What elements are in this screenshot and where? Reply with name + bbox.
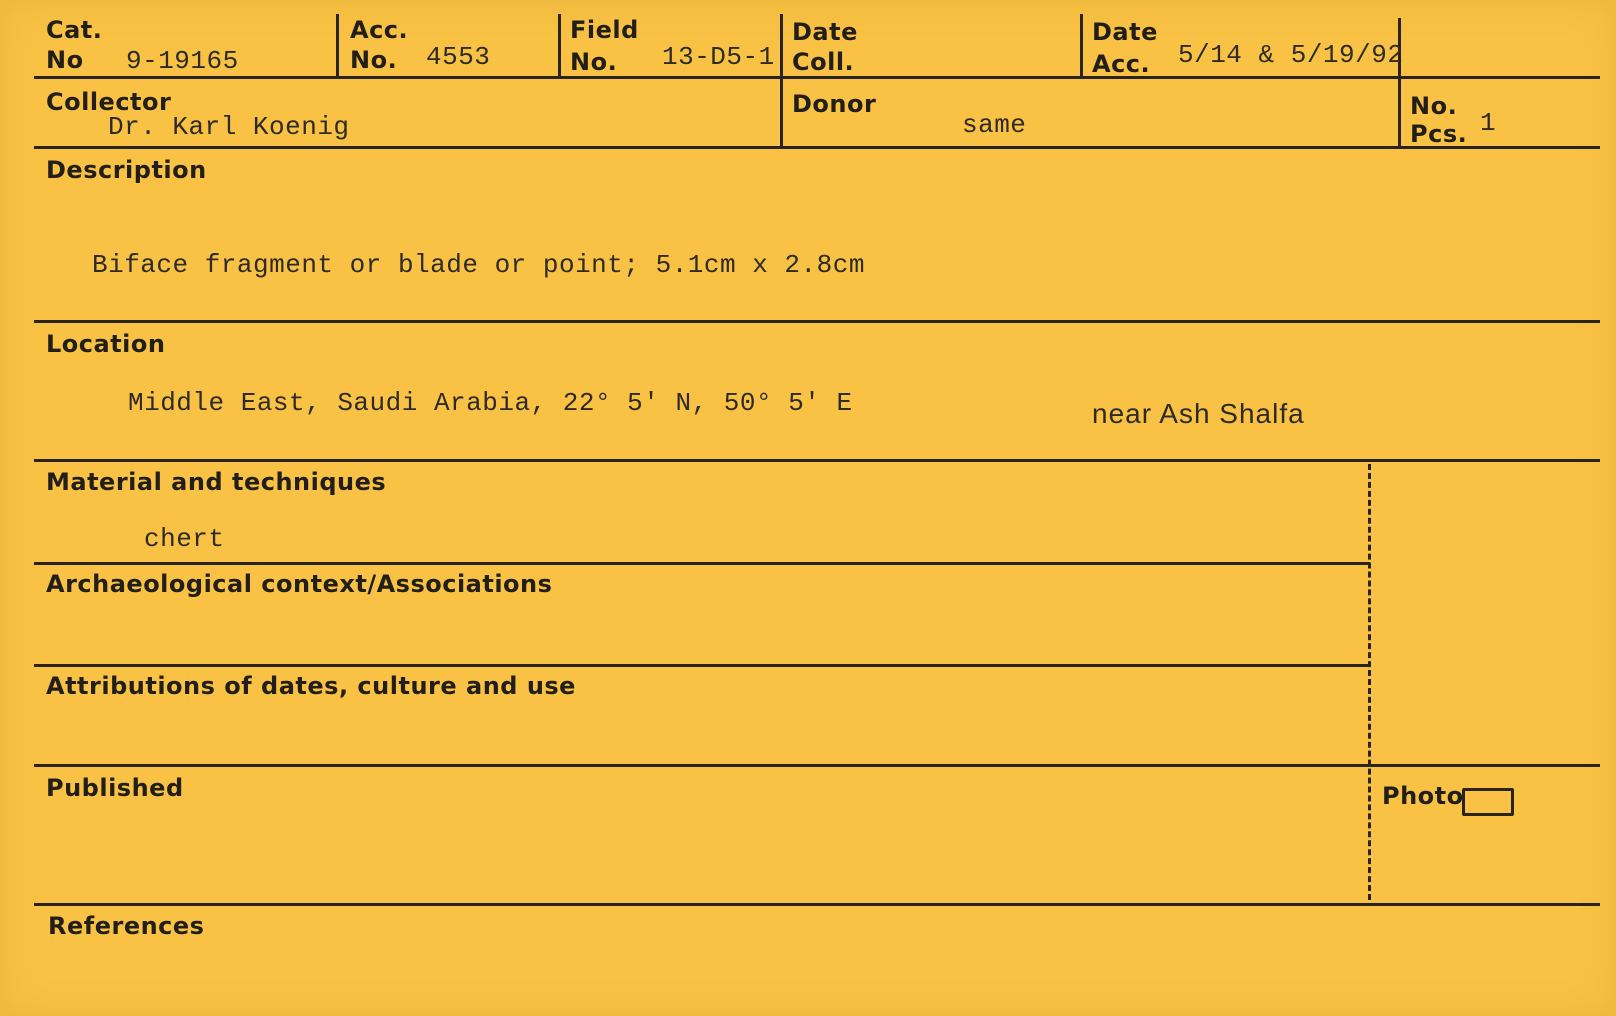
rule-v-cat bbox=[336, 14, 339, 78]
rule-location-bottom bbox=[34, 459, 1600, 462]
rule-collector-bottom bbox=[34, 146, 1600, 149]
rule-context-bottom bbox=[34, 664, 1370, 667]
photo-label: Photo bbox=[1382, 782, 1464, 810]
collector-label: Collector bbox=[46, 88, 172, 116]
field-label-2: No. bbox=[570, 48, 618, 76]
rule-v-datecoll bbox=[1080, 14, 1083, 78]
references-label: References bbox=[48, 912, 205, 940]
published-label: Published bbox=[46, 774, 184, 802]
date-coll-label-1: Date bbox=[792, 18, 858, 46]
material-text: chert bbox=[144, 524, 225, 554]
location-label: Location bbox=[46, 330, 166, 358]
rule-description-bottom bbox=[34, 320, 1600, 323]
acc-number: 4553 bbox=[426, 42, 491, 72]
acc-label-2: No. bbox=[350, 46, 398, 74]
pieces-value: 1 bbox=[1480, 108, 1497, 138]
context-label: Archaeological context/Associations bbox=[46, 570, 553, 598]
field-label-1: Field bbox=[570, 16, 639, 44]
description-text: Biface fragment or blade or point; 5.1cm x 2.8cm bbox=[92, 250, 865, 280]
description-label: Description bbox=[46, 156, 207, 184]
field-number: 13-D5-1 bbox=[662, 42, 775, 72]
date-acc-label-2: Acc. bbox=[1092, 50, 1151, 78]
pieces-label-1: No. bbox=[1410, 92, 1458, 120]
rule-material-bottom bbox=[34, 562, 1370, 565]
material-label: Material and techniques bbox=[46, 468, 387, 496]
location-text: Middle East, Saudi Arabia, 22° 5' N, 50° 5' E bbox=[128, 388, 853, 418]
rule-v-dateacc bbox=[1398, 18, 1401, 148]
photo-checkbox bbox=[1462, 788, 1514, 816]
cat-label-1: Cat. bbox=[46, 16, 103, 44]
date-acc-label-1: Date bbox=[1092, 18, 1158, 46]
cat-number: 9-19165 bbox=[126, 46, 239, 76]
date-acc-value: 5/14 & 5/19/92 bbox=[1178, 40, 1404, 70]
donor-value: same bbox=[962, 110, 1027, 140]
date-coll-label-2: Coll. bbox=[792, 48, 855, 76]
pieces-label-2: Pcs. bbox=[1410, 120, 1468, 148]
donor-label: Donor bbox=[792, 90, 877, 118]
rule-attributions-bottom bbox=[34, 764, 1600, 767]
collector-value: Dr. Karl Koenig bbox=[108, 112, 350, 142]
acc-label-1: Acc. bbox=[350, 16, 409, 44]
rule-published-bottom bbox=[34, 903, 1600, 906]
location-note: near Ash Shalfa bbox=[1092, 398, 1305, 429]
rule-v-field bbox=[780, 14, 783, 148]
photo-column-divider bbox=[1368, 464, 1371, 900]
attributions-label: Attributions of dates, culture and use bbox=[46, 672, 576, 700]
rule-header-bottom bbox=[34, 76, 1600, 79]
cat-label-2: No bbox=[46, 46, 84, 74]
rule-v-acc bbox=[558, 14, 561, 78]
